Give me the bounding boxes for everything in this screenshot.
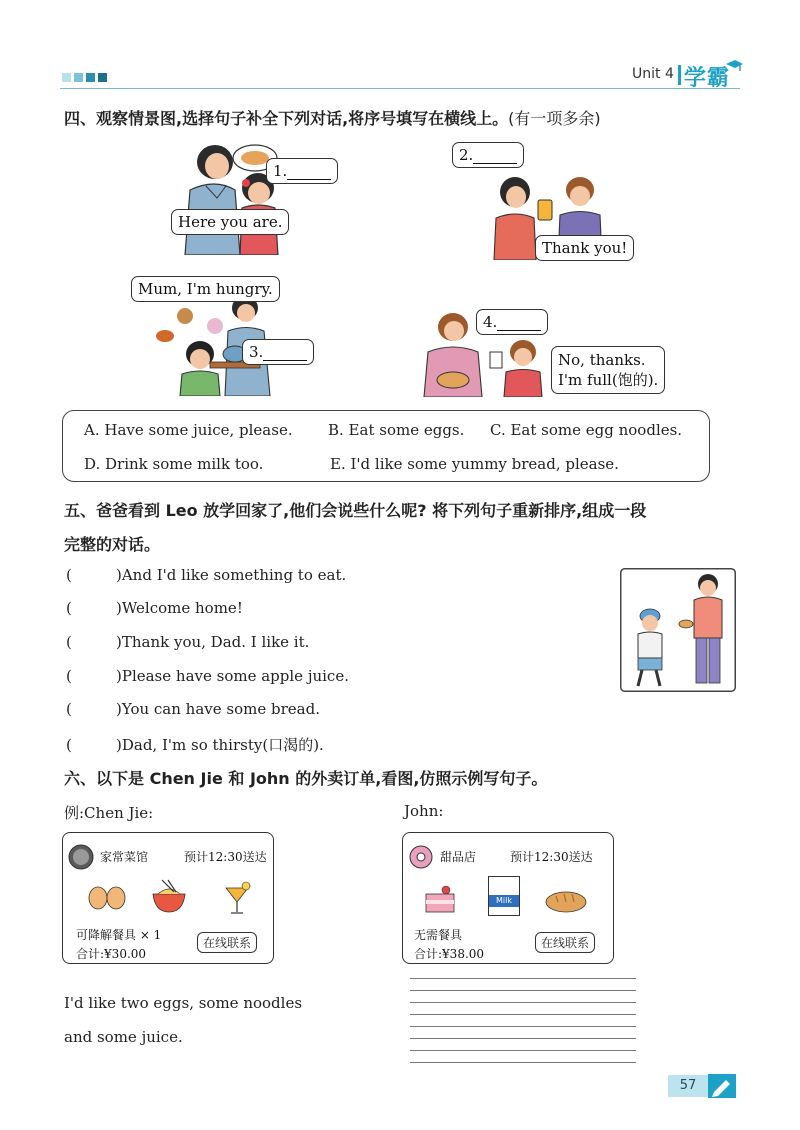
header-rule (60, 88, 740, 89)
order-blank[interactable]: ( (66, 667, 72, 685)
page-number: 57 (668, 1075, 708, 1097)
utensils-option: 无需餐具 (414, 928, 463, 942)
bubble-blank-4: 4. (476, 309, 548, 335)
bubble-blank-2: 2. (452, 142, 524, 168)
list-item: ( )And I'd like something to eat. (66, 566, 347, 584)
option-e: E. I'd like some yummy bread, please. (330, 455, 619, 473)
writing-line[interactable] (410, 1038, 636, 1039)
bubble-blank-3: 3. (242, 339, 314, 365)
bubble-no-thanks: No, thanks. I'm full(饱的). (551, 346, 665, 394)
delivery-eta: 预计12:30送达 (184, 850, 267, 864)
header-square-4 (98, 73, 107, 82)
option-c: C. Eat some egg noodles. (490, 421, 683, 439)
milk-label: Milk (489, 895, 519, 907)
writing-line[interactable] (410, 1026, 636, 1027)
milk-carton-icon (488, 876, 520, 916)
header-square-1 (62, 73, 71, 82)
option-b: B. Eat some eggs. (328, 421, 465, 439)
list-item: ( )Please have some apple juice. (66, 667, 349, 685)
list-item: ( )You can have some bread. (66, 700, 320, 718)
pencil-icon (708, 1074, 736, 1098)
answer-blank-1[interactable] (287, 165, 331, 180)
example-answer-line2: and some juice. (64, 1028, 183, 1046)
shop-logo-icon (68, 844, 94, 870)
brand-divider (678, 65, 681, 85)
option-a: A. Have some juice, please. (84, 421, 293, 439)
section6-title: 六、以下是 Chen Jie 和 John 的外卖订单,看图,仿照示例写句子。 (64, 769, 548, 788)
dad-and-leo-illustration (620, 568, 736, 692)
writing-line[interactable] (410, 978, 636, 979)
order-blank[interactable]: ( (66, 736, 72, 754)
delivery-eta: 预计12:30送达 (510, 850, 593, 864)
bubble-blank-1: 1. (266, 158, 338, 184)
cake-icon (422, 882, 458, 916)
option-d: D. Drink some milk too. (84, 455, 264, 473)
writing-line[interactable] (410, 990, 636, 991)
bubble-mum-hungry: Mum, I'm hungry. (131, 276, 280, 302)
graduation-cap-icon (724, 58, 744, 76)
john-label: John: (404, 802, 444, 820)
list-item: ( )Welcome home! (66, 599, 243, 617)
writing-line[interactable] (410, 1002, 636, 1003)
header-square-2 (74, 73, 83, 82)
order-blank[interactable]: ( (66, 633, 72, 651)
bread-icon (544, 888, 588, 914)
writing-line[interactable] (410, 1014, 636, 1015)
noodle-bowl-icon (150, 878, 188, 914)
section4-title: 四、观察情景图,选择句子补全下列对话,将序号填写在横线上。(有一项多余) (64, 109, 601, 128)
writing-line[interactable] (410, 1062, 636, 1063)
shop-name: 甜品店 (440, 850, 477, 864)
utensils-option: 可降解餐具 × 1 (76, 928, 162, 942)
list-item: ( )Dad, I'm so thirsty(口渴的). (66, 736, 324, 754)
two-eggs-icon (88, 884, 128, 910)
example-answer-line1: I'd like two eggs, some noodles (64, 994, 303, 1012)
answer-blank-2[interactable] (473, 149, 517, 164)
donut-logo-icon (408, 844, 434, 870)
order-total: 合计:¥38.00 (414, 947, 485, 961)
header-square-3 (86, 73, 95, 82)
section5-title-line1: 五、爸爸看到 Leo 放学回家了,他们会说些什么呢? 将下列句子重新排序,组成一段 (64, 501, 647, 520)
list-item: ( )Thank you, Dad. I like it. (66, 633, 310, 651)
writing-line[interactable] (410, 1050, 636, 1051)
order-blank[interactable]: ( (66, 700, 72, 718)
bubble-thank-you: Thank you! (535, 235, 634, 261)
example-label: 例:Chen Jie: (64, 804, 154, 822)
order-blank[interactable]: ( (66, 566, 72, 584)
unit-label: Unit 4 (632, 66, 674, 82)
shop-name: 家常菜馆 (100, 850, 149, 864)
answer-blank-3[interactable] (263, 346, 307, 361)
order-total: 合计:¥30.00 (76, 947, 147, 961)
bubble-here-you-are: Here you are. (171, 209, 289, 235)
contact-online-button[interactable]: 在线联系 (535, 932, 595, 953)
brand-logo: 学霸 (684, 66, 731, 91)
juice-glass-icon (222, 880, 252, 916)
answer-blank-4[interactable] (497, 316, 541, 331)
order-blank[interactable]: ( (66, 599, 72, 617)
section5-title-line2: 完整的对话。 (64, 535, 161, 554)
contact-online-button[interactable]: 在线联系 (197, 932, 257, 953)
